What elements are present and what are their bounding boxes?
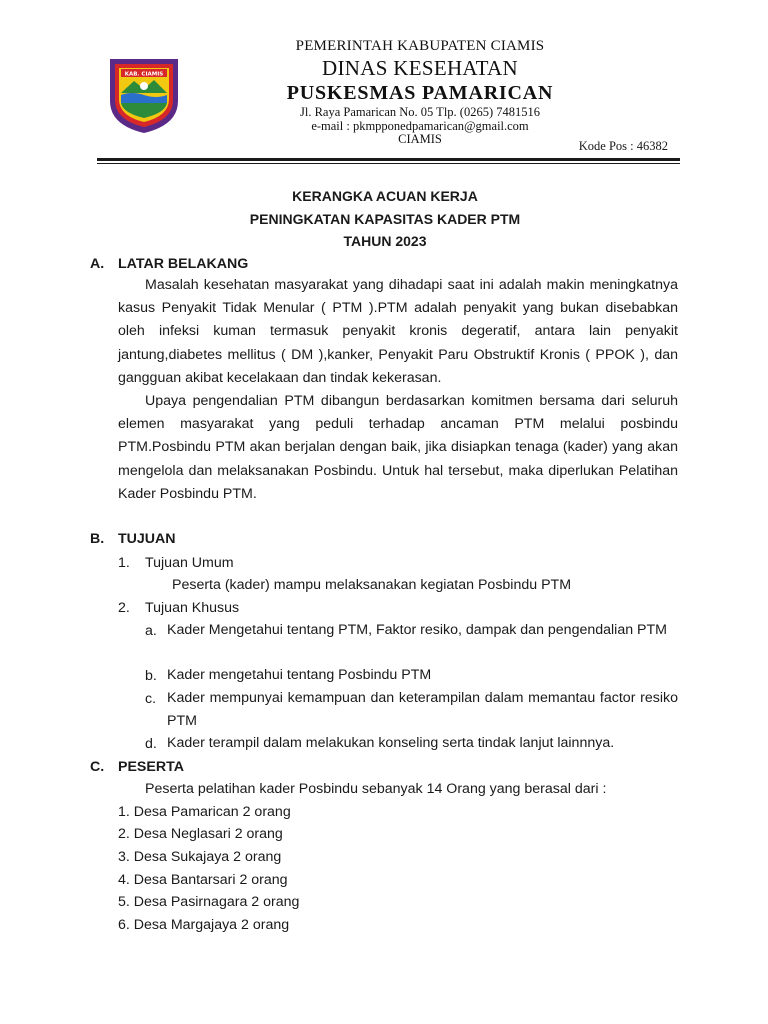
- goal-1-text: Peserta (kader) mampu melaksanakan kegiatan Posbindu PTM: [172, 577, 572, 593]
- goal-2d-letter: d.: [145, 736, 157, 752]
- letterhead-institution: PUSKESMAS PAMARICAN: [286, 82, 554, 104]
- section-a-paragraph-2: Upaya pengendalian PTM dibangun berdasarkan komitmen bersama dari seluruh elemen masyarakat yang peduli terhadap ancaman PTM melalui posbindu PTM.Posbindu PTM akan berjalan dengan baik, jika disiapkan tenaga (kader) yang akan mengelola dan melaksanakan Posbindu. Untuk hal tersebut, maka diperlukan Pelatihan Kader Posbindu PTM.: [118, 393, 678, 502]
- letterhead-divider-thin: [97, 163, 680, 164]
- goal-2a-text: Kader Mengetahui tentang PTM, Faktor resiko, dampak dan pengendalian PTM: [167, 622, 667, 638]
- participant-item: 2. Desa Neglasari 2 orang: [118, 826, 283, 842]
- goal-1-title: Tujuan Umum: [145, 555, 234, 571]
- participant-item: 5. Desa Pasirnagara 2 orang: [118, 894, 300, 910]
- goal-2-number: 2.: [118, 600, 130, 616]
- section-a-letter: A.: [90, 256, 105, 272]
- section-b-letter: B.: [90, 531, 105, 547]
- letterhead-address: Jl. Raya Pamarican No. 05 Tlp. (0265) 7481516: [299, 105, 540, 119]
- document-year: TAHUN 2023: [343, 233, 427, 249]
- participant-item: 1. Desa Pamarican 2 orang: [118, 804, 291, 820]
- goal-1-number: 1.: [118, 555, 130, 571]
- participant-item: 6. Desa Margajaya 2 orang: [118, 917, 290, 933]
- goal-2d-text: Kader terampil dalam melakukan konseling serta tindak lanjut lainnnya.: [167, 735, 615, 751]
- participants-intro: Peserta pelatihan kader Posbindu sebanyak 14 Orang yang berasal dari :: [145, 781, 607, 797]
- goal-2c-text: Kader mempunyai kemampuan dan keterampilan dalam memantau factor resiko PTM: [167, 690, 678, 729]
- letterhead-agency: DINAS KESEHATAN: [322, 56, 518, 80]
- participant-item: 3. Desa Sukajaya 2 orang: [118, 849, 282, 865]
- letterhead-city: CIAMIS: [398, 132, 442, 146]
- letterhead-postal-code: Kode Pos : 46382: [578, 139, 668, 153]
- letterhead: [200, 36, 640, 147]
- goal-2-title: Tujuan Khusus: [145, 600, 240, 616]
- letterhead-government: PEMERINTAH KABUPATEN CIAMIS: [295, 38, 545, 54]
- goal-2b-letter: b.: [145, 668, 157, 684]
- letterhead-email: e-mail : pkmpponedpamarican@gmail.com: [311, 118, 529, 133]
- section-a-paragraph-1: Masalah kesehatan masyarakat yang dihadapi saat ini adalah makin meningkatnya kasus Penyakit Tidak Menular ( PTM ).PTM adalah penyakit yang bukan disebabkan oleh infeksi kuman termasuk penyakit kronis degeratif, antara lain penyakit jantung,diabetes mellitus ( DM ),kanker, Penyakit Paru Obstruktif Kronis ( PPOK ), dan gangguan akibat kecelakaan dan tindak kekerasan.: [118, 277, 678, 386]
- section-c-letter: C.: [90, 759, 105, 775]
- section-a-title: LATAR BELAKANG: [118, 256, 249, 272]
- goal-2c-letter: c.: [145, 691, 157, 707]
- section-b-title: TUJUAN: [118, 531, 176, 547]
- goal-2b-text: Kader mengetahui tentang Posbindu PTM: [167, 667, 432, 683]
- document-title: KERANGKA ACUAN KERJA: [292, 188, 478, 204]
- participant-item: 4. Desa Bantarsari 2 orang: [118, 872, 288, 888]
- letterhead-divider-thick: [97, 158, 680, 161]
- goal-2a-letter: a.: [145, 623, 157, 639]
- document-subtitle: PENINGKATAN KAPASITAS KADER PTM: [249, 211, 521, 227]
- logo-caption: KAB. CIAMIS: [124, 71, 164, 78]
- section-c-title: PESERTA: [118, 759, 184, 775]
- ciamis-logo-icon: [104, 55, 184, 135]
